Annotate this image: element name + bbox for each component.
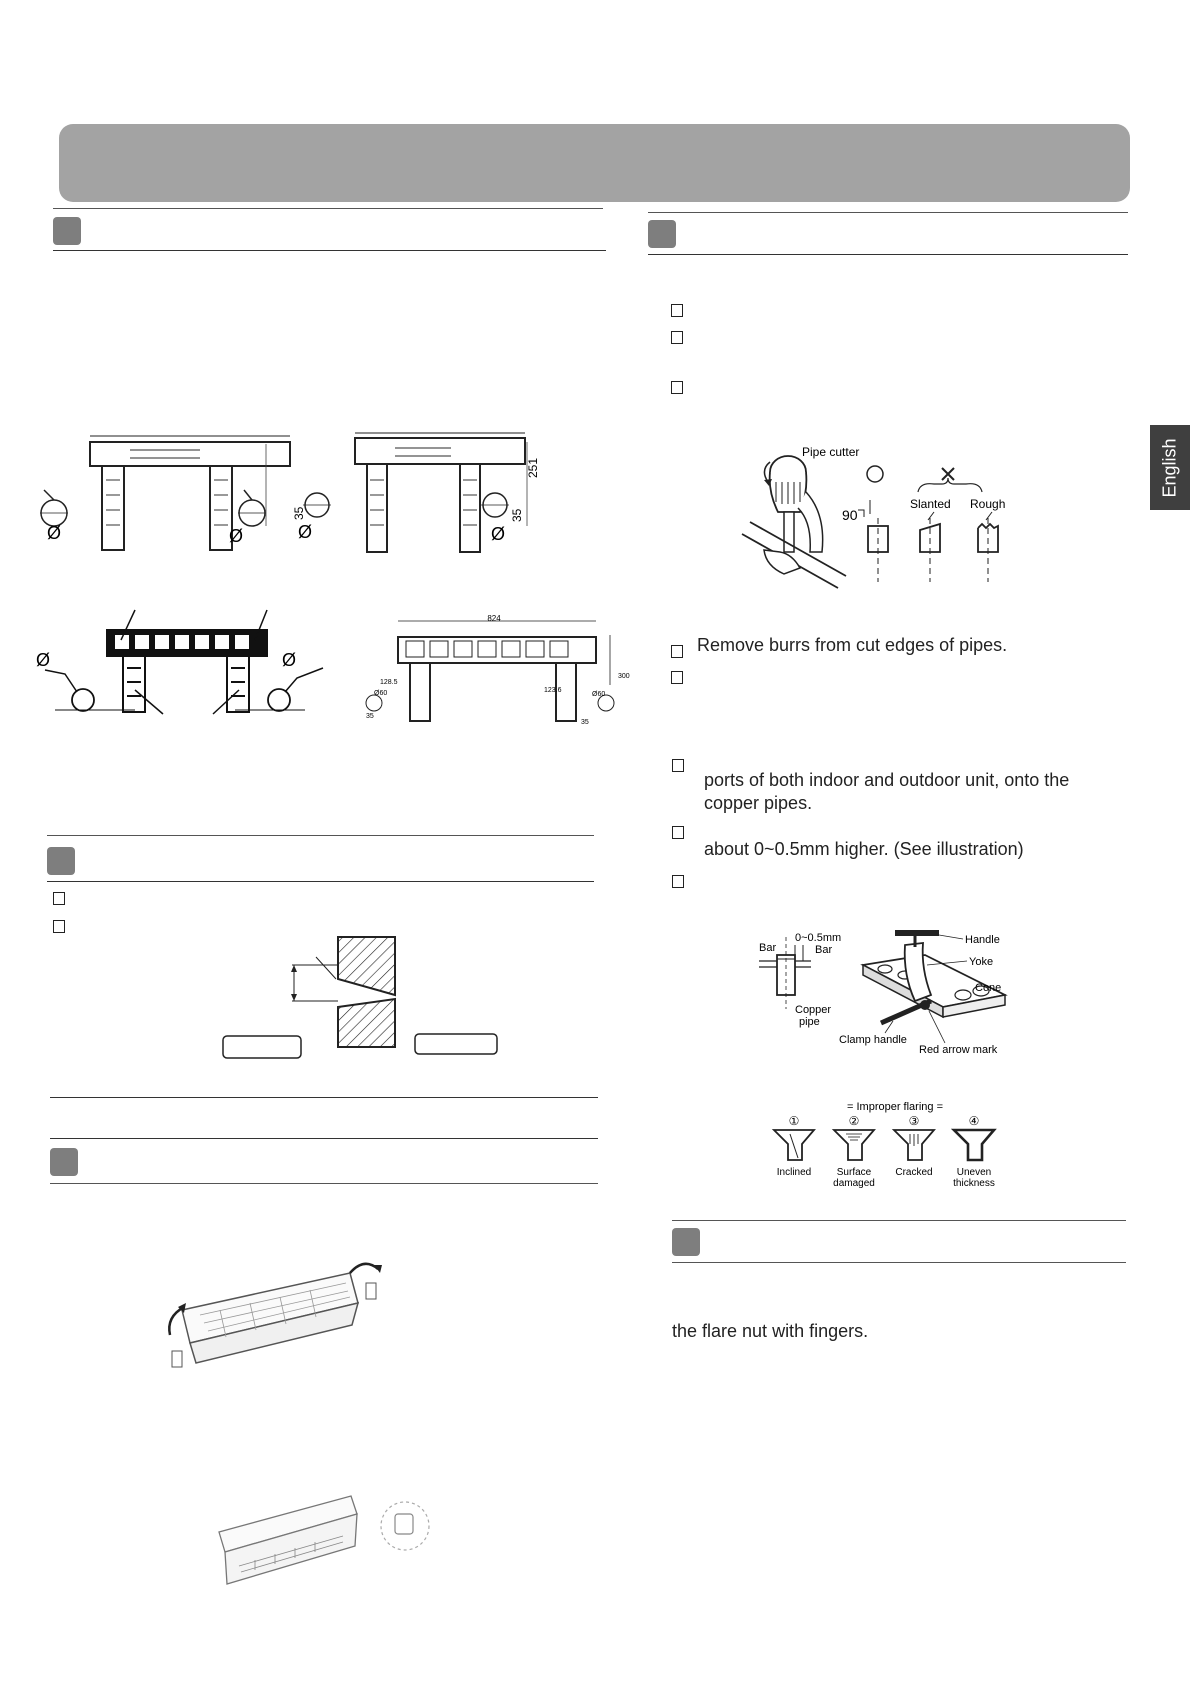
section-1-top-rule: [53, 208, 603, 209]
clamp-handle-label: Clamp handle: [839, 1034, 907, 1046]
bar-right-label: Bar: [815, 944, 833, 956]
section-2-bottom-rule: [47, 881, 594, 882]
svg-text:①: ①: [788, 1114, 800, 1128]
pipe-cutter-label: Pipe cutter: [802, 445, 860, 459]
pipe-cutter-figure: [740, 442, 1020, 592]
section-1-bottom-rule: [53, 250, 606, 251]
svg-text:③: ③: [908, 1114, 920, 1128]
section-4-bottom-rule: [648, 254, 1128, 255]
cone-label: Cone: [975, 982, 1002, 994]
phi-label-1: Ø: [46, 523, 62, 543]
dim-35-left: 35: [292, 506, 306, 520]
flare-nut-text: the flare nut with fingers.: [672, 1321, 869, 1341]
section-3-rule-a: [50, 1097, 598, 1098]
svg-text:Surface: Surface: [836, 1167, 872, 1178]
dim-dia-left: Ø60: [374, 690, 388, 697]
pipe-label: pipe: [799, 1016, 820, 1028]
red-arrow-label: Red arrow mark: [919, 1044, 998, 1056]
copper-label: Copper: [795, 1004, 832, 1016]
checkbox-flare-2[interactable]: [672, 759, 684, 772]
mounting-plate-figure-2: [292, 430, 555, 550]
language-label: English: [1159, 437, 1180, 498]
svg-text:Uneven: Uneven: [956, 1167, 992, 1178]
checkbox-flare-1[interactable]: [671, 671, 683, 684]
checkbox-flare-4[interactable]: [672, 875, 684, 888]
checkbox-wall-2[interactable]: [53, 920, 65, 933]
dim-left-hole: 128.5: [380, 679, 398, 686]
dim-bottom-right: 35: [581, 719, 589, 726]
yoke-label: Yoke: [969, 956, 994, 968]
svg-text:thickness: thickness: [953, 1178, 995, 1189]
dim-height: 300: [618, 673, 630, 680]
dim-right-hole: 123.6: [544, 687, 562, 694]
gap-label: 0~0.5mm: [795, 932, 842, 944]
higher-text: about 0~0.5mm higher. (See illustration): [704, 839, 1024, 859]
dim-width: 824: [487, 614, 501, 623]
svg-text:Inclined: Inclined: [776, 1167, 812, 1178]
svg-text:④: ④: [968, 1114, 980, 1128]
slanted-label: Slanted: [910, 497, 951, 511]
dim-35-right: 35: [510, 508, 524, 522]
checkbox-wall-1[interactable]: [53, 892, 65, 905]
phi-label-4: Ø: [490, 524, 506, 544]
section-2-marker: [47, 847, 75, 875]
section-2-top-rule: [47, 835, 594, 836]
header-banner: [59, 124, 1130, 202]
section-3-marker: [50, 1148, 78, 1176]
dim-dia-right: Ø60: [592, 691, 606, 698]
improper-item-1: [774, 1114, 814, 1178]
dim-bottom-left: 35: [366, 713, 374, 720]
checkbox-pipe-1[interactable]: [671, 304, 683, 317]
indoor-unit-closed-figure: [215, 1490, 445, 1600]
indoor-unit-open-figure: [160, 1255, 390, 1370]
remove-burrs-text: Remove burrs from cut edges of pipes.: [697, 635, 1008, 655]
section-4-marker: [648, 220, 676, 248]
improper-flaring-figure: [770, 1100, 1020, 1190]
section-5-bottom-rule: [672, 1262, 1126, 1263]
language-tab[interactable]: [1150, 425, 1190, 510]
dim-251: 251: [526, 457, 540, 478]
mounting-plate-figure-1: [40, 430, 300, 550]
improper-item-2: [833, 1114, 875, 1189]
rough-label: Rough: [970, 497, 1006, 511]
section-5-top-rule: [672, 1220, 1126, 1221]
improper-item-3: [894, 1114, 934, 1178]
ports-text-line-2: copper pipes.: [704, 793, 813, 813]
phi-label-5: Ø: [35, 650, 51, 670]
phi-label-2: Ø: [228, 526, 244, 546]
svg-text:②: ②: [848, 1114, 860, 1128]
handle-label: Handle: [965, 934, 1000, 946]
svg-text:Cracked: Cracked: [895, 1167, 933, 1178]
flare-tool-figure: [755, 925, 1015, 1055]
section-1-marker: [53, 217, 81, 245]
wall-hole-figure: [220, 935, 510, 1065]
checkbox-flare-3[interactable]: [672, 826, 684, 839]
section-5-marker: [672, 1228, 700, 1256]
mounting-plate-figure-3: [35, 610, 335, 720]
angle-label: 90: [842, 507, 858, 523]
checkbox-pipe-3[interactable]: [671, 381, 683, 394]
bar-left-label: Bar: [759, 942, 777, 954]
improper-flaring-title: = Improper flaring =: [847, 1101, 943, 1113]
section-3-top-rule: [50, 1138, 598, 1139]
phi-label-3: Ø: [297, 522, 313, 542]
checkbox-burrs[interactable]: [671, 645, 683, 658]
improper-item-4: [953, 1114, 995, 1189]
section-3-bottom-rule: [50, 1183, 598, 1184]
mounting-plate-figure-4: [360, 615, 640, 725]
phi-label-6: Ø: [281, 650, 297, 670]
svg-text:damaged: damaged: [833, 1178, 875, 1189]
ports-text-line-1: ports of both indoor and outdoor unit, onto the: [704, 770, 1070, 790]
checkbox-pipe-2[interactable]: [671, 331, 683, 344]
section-4-top-rule: [648, 212, 1128, 213]
